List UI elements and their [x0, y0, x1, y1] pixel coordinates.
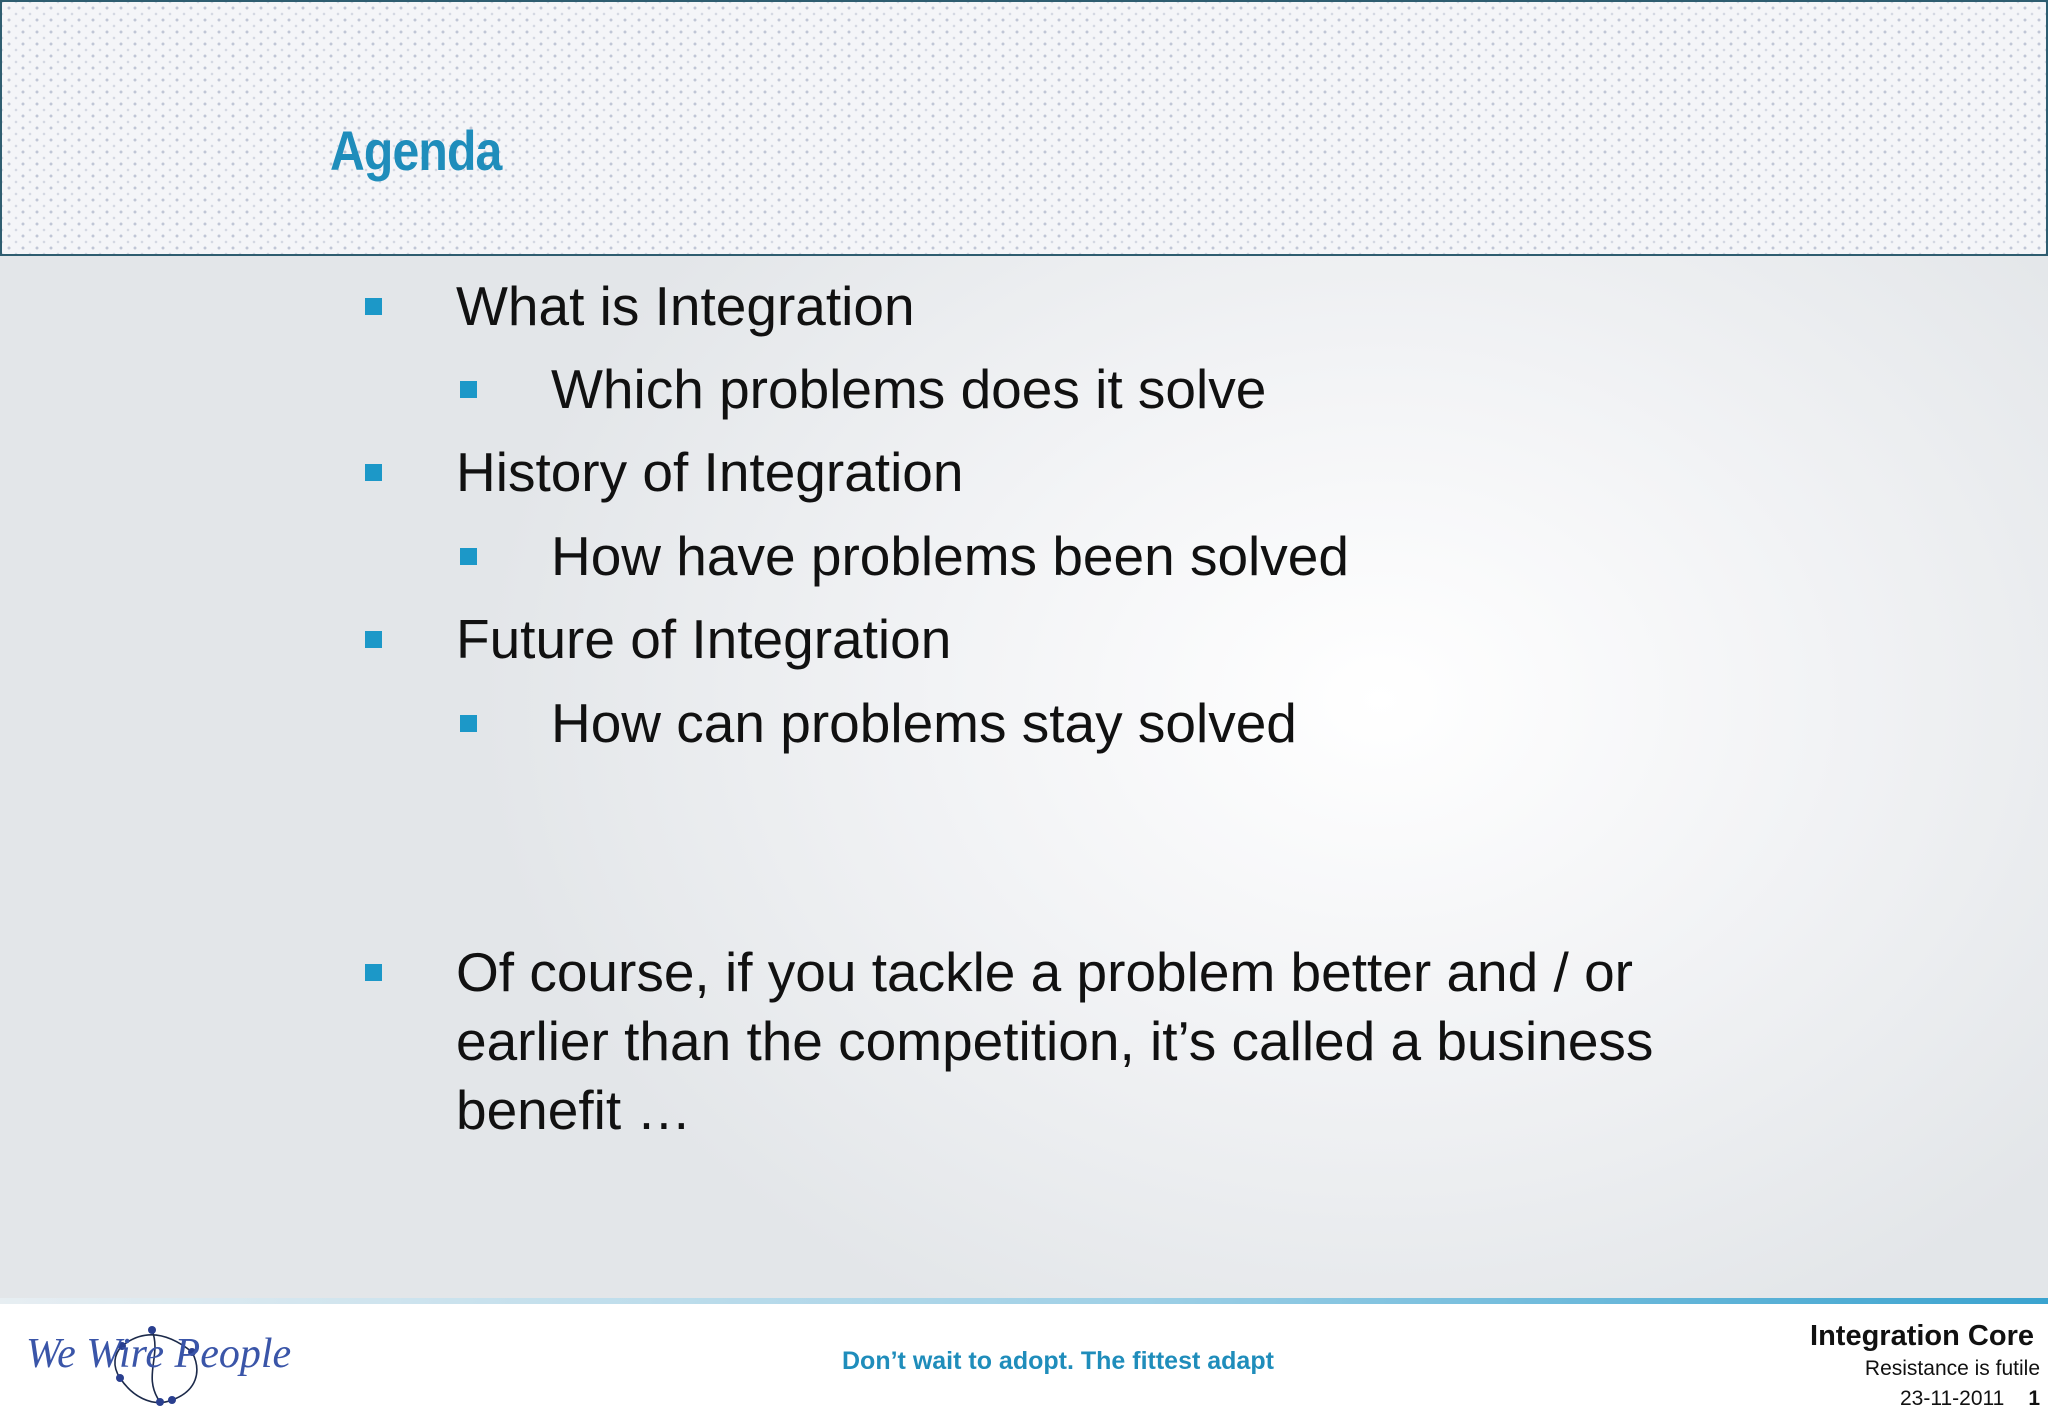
- footer-tagline: Don’t wait to adopt. The fittest adapt: [842, 1347, 1274, 1375]
- company-logo: [22, 1316, 312, 1412]
- square-bullet-icon: [365, 464, 382, 481]
- slide-title: Agenda: [330, 119, 502, 182]
- bullet-item: [365, 605, 951, 674]
- product-subtitle: Resistance is futile: [1864, 1357, 2040, 1380]
- bullet-text: Of course, if you tackle a problem better and / or earlier than the competition, it’s called a business benefit …: [456, 941, 1654, 1141]
- bullet-text: Future of Integration: [456, 608, 952, 670]
- bullet-item: [365, 272, 915, 341]
- square-bullet-icon: [365, 298, 382, 315]
- bullet-text: What is Integration: [456, 275, 915, 337]
- square-bullet-icon: [460, 715, 477, 732]
- bullet-text: Which problems does it solve: [551, 358, 1267, 420]
- footer-date-line: [1810, 1384, 2040, 1414]
- bullet-text: How can problems stay solved: [551, 692, 1297, 754]
- slide-date: 23-11-2011: [1900, 1387, 2005, 1410]
- bullet-text: History of Integration: [456, 441, 964, 503]
- page-number: 1: [2028, 1387, 2040, 1410]
- bullet-item: [460, 689, 1297, 758]
- square-bullet-icon: [460, 548, 477, 565]
- square-bullet-icon: [460, 381, 477, 398]
- product-name: Integration Core: [1810, 1320, 2034, 1352]
- footer-info: [1810, 1318, 2040, 1414]
- square-bullet-icon: [365, 631, 382, 648]
- bullet-item: [460, 355, 1266, 424]
- square-bullet-icon: [365, 964, 382, 981]
- bullet-item: [365, 438, 963, 507]
- logo-text: We Wire People: [26, 1331, 292, 1377]
- bullet-item: [460, 522, 1349, 591]
- bullet-text: How have problems been solved: [551, 525, 1349, 587]
- bullet-item: [365, 938, 1756, 1145]
